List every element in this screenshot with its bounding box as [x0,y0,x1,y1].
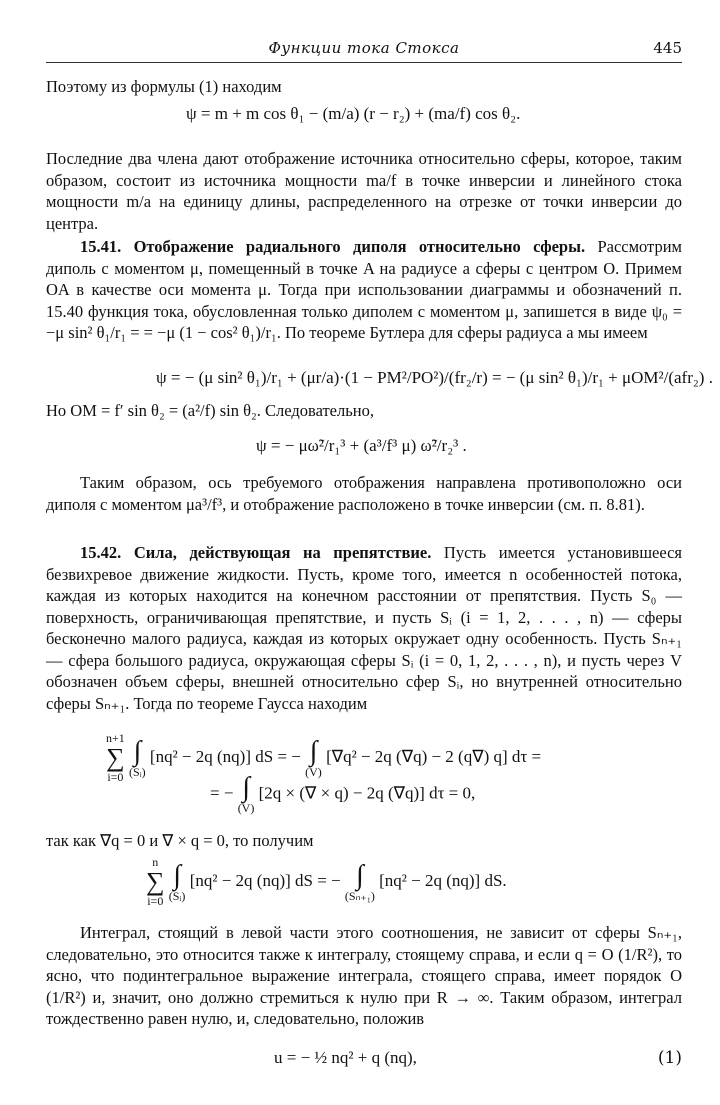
equation-6: u = − ½ nq² + q (nq), [274,1048,417,1067]
integral-symbol [129,735,146,779]
sum-lower-limit: i=0 [107,770,124,784]
integral-domain: (V) [305,764,322,779]
section-15-41-heading: 15.41. Отображение радиального диполя относительно сферы. [80,237,586,256]
paragraph-dipole-axis: Таким образом, ось требуемого отображения направлена противоположно оси диполя с моментом μa³/f³, и отображение расположено в точке инверсии (см. п. 8.81). [46,473,682,514]
equation-4-line-2 [210,774,475,815]
paragraph-since: так как ∇q = 0 и ∇ × q = 0, то получим [46,831,314,850]
integral-symbol [168,859,186,903]
integral-symbol [305,735,322,779]
section-15-41-text: Рассмотрим диполь с моментом μ, помещенный в точке A на радиусе a сферы с центром O. Примем OA в качестве оси момента μ. Тогда при использовании диаграммы и обозначений п. 15.40 функция тока, обусловленная только диполем с моментом μ, запишется в виде ψ₀ = −μ sin² θ₁/r₁ = = −μ (1 − cos² θ₁)/r₁. По теореме Бутлера для сферы радиуса a мы имеем [46,237,682,342]
sum-upper-limit: n [152,855,159,869]
integral-domain: (Sₙ₊₁) [344,888,375,903]
integral-domain: (Sᵢ) [129,764,146,779]
sigma-glyph: ∑ [106,743,125,772]
header-title: Функции тока Стокса [268,39,460,57]
integral-domain: (Sᵢ) [168,888,186,903]
eq4-lhs: [nq² − 2q (nq)] dS = − [149,746,301,766]
sum-lower-limit: i=0 [147,894,164,908]
integral-glyph: ∫ [173,859,181,891]
equation-1: ψ = m + m cos θ₁ − (m/a) (r − r₂) + (ma/f) cos θ₂. [186,104,521,123]
sum-symbol [106,732,125,784]
sigma-glyph: ∑ [146,867,165,896]
equation-5 [146,856,507,908]
integral-glyph: ∫ [309,735,318,767]
page-number: 445 [653,39,682,57]
integral-symbol [344,859,375,903]
sum-symbol [146,856,165,908]
equation-6-number: (1) [657,1048,682,1068]
section-15-42 [46,542,682,714]
section-15-42-heading: 15.42. Сила, действующая на препятствие. [80,543,432,562]
paragraph-integral: Интеграл, стоящий в левой части этого соотношения, не зависит от сферы Sₙ₊₁, следовательно, это относится также к интегралу, стоящему справа, и если q = O (1/R²), то ясно, что подинтегральное выражение интеграла, стоящего справа, имеет порядок O (1/R²) и, значит, оно должно стремиться к нулю при R → ∞. Таким образом, интеграл тождественно равен нулю, и, следовательно, положив [46,923,682,1028]
eq5-rhs: [nq² − 2q (nq)] dS. [379,870,507,890]
section-15-42-text: Пусть имеется установившееся безвихревое движение жидкости. Пусть, кроме того, имеется n особенностей потока, каждая из которых находится на конечном расстоянии от препятствия. Пусть S₀ — поверхность, ограничивающая препятствие, и пусть Sᵢ (i = 1, 2, . . . , n) — сферы бесконечно малого радиуса, каждая из которых окружает одну особенность. Пусть Sₙ₊₁ — сфера большого радиуса, окружающая сферы Sᵢ (i = 0, 1, 2, . . . , n), и пусть через V обозначен объем сферы, внешней относительно сфер Sᵢ, но внутренней относительно сферы Sₙ₊₁. Тогда по теореме Гаусса находим [46,543,682,713]
sum-upper-limit: n+1 [106,731,125,745]
equation-3: ψ = − μω̃²/r₁³ + (a³/f³ μ) ω̃²/r₂³ . [256,436,467,455]
integral-glyph: ∫ [242,772,250,803]
equation-2: ψ = − (μ sin² θ₁)/r₁ + (μr/a)·(1 − PM²/PO²)/(fr₂/r) = − (μ sin² θ₁)/r₁ + μOM²/(afr₂) . [156,368,713,387]
section-15-41 [46,236,682,344]
eq4-rhs: [∇q² − 2q (∇q) − 2 (q∇) q] dτ = [326,746,542,766]
eq5-lhs: [nq² − 2q (nq)] dS = − [189,870,341,890]
paragraph-image-source: Последние два члена дают отображение источника относительно сферы, которое, таким образом, состоит из источника мощности ma/f в точке инверсии и линейного стока мощности m/a на единицу длины, распределенного на отрезке от точки инверсии до центра. [46,149,682,233]
paragraph-om: Но OM = f′ sin θ₂ = (a²/f) sin θ₂. Следовательно, [46,401,374,420]
integral-glyph: ∫ [356,859,364,891]
integral-glyph: ∫ [133,735,142,767]
integral-domain: (V) [237,801,255,815]
eq4-line2-prefix: = − [210,783,234,803]
eq4-line2-body: [2q × (∇ × q) − 2q (∇q)] dτ = 0, [258,783,476,803]
running-header [46,36,682,63]
integral-symbol [238,774,255,815]
paragraph-intro: Поэтому из формулы (1) находим [46,77,282,96]
